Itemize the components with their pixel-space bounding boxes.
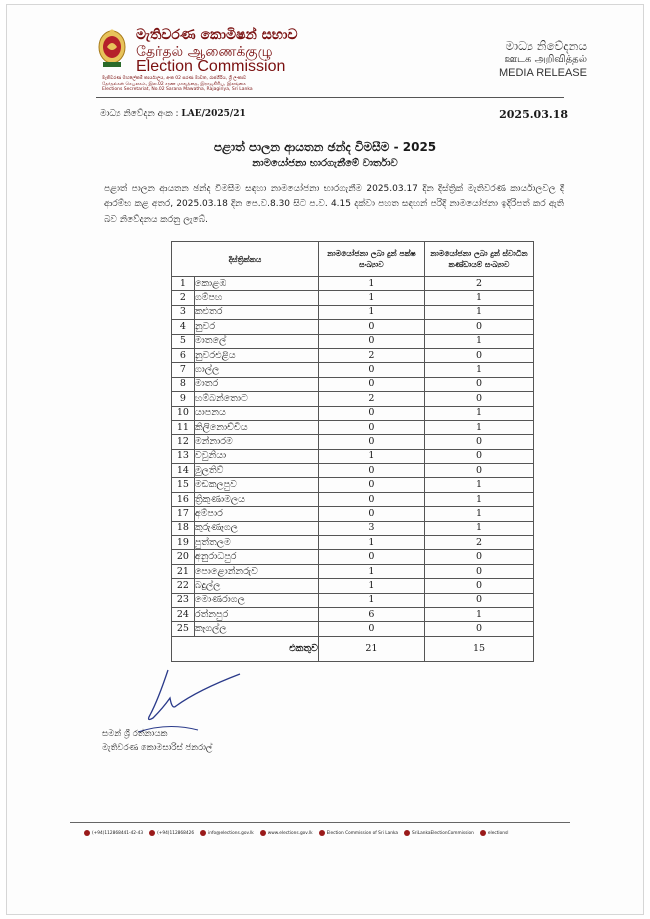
table-row bbox=[172, 550, 534, 564]
release-date: 2025.03.18 bbox=[499, 108, 568, 121]
table-row bbox=[172, 593, 534, 607]
row-district: කළුතර bbox=[194, 305, 318, 319]
row-district: මුලතිව් bbox=[194, 464, 318, 478]
row-independent: 1 bbox=[424, 363, 533, 377]
row-parties: 0 bbox=[318, 464, 424, 478]
row-district: අනුරාධපුර bbox=[194, 550, 318, 564]
footer-web[interactable] bbox=[260, 830, 313, 836]
table-row bbox=[172, 507, 534, 521]
row-parties: 0 bbox=[318, 550, 424, 564]
row-number: 22 bbox=[172, 579, 195, 593]
row-independent: 0 bbox=[424, 348, 533, 362]
fax-icon bbox=[149, 830, 155, 836]
table-row bbox=[172, 305, 534, 319]
row-parties: 0 bbox=[318, 377, 424, 391]
row-district: මාතලේ bbox=[194, 334, 318, 348]
row-independent: 2 bbox=[424, 277, 533, 291]
org-name-english: Election Commission bbox=[136, 58, 286, 75]
row-number: 24 bbox=[172, 607, 195, 621]
row-district: නුවරඑළිය bbox=[194, 348, 318, 362]
row-district: ගාල්ල bbox=[194, 363, 318, 377]
column-header-independent: නාමයෝජනා ලබා දුන් ස්වාධීන කණ්ඩායම් සංඛ්‍යාව bbox=[424, 242, 533, 277]
media-release-english: MEDIA RELEASE bbox=[498, 67, 587, 79]
row-number: 7 bbox=[172, 363, 195, 377]
total-label: එකතුව bbox=[172, 637, 319, 662]
row-parties: 1 bbox=[318, 277, 424, 291]
row-number: 5 bbox=[172, 334, 195, 348]
email-icon bbox=[200, 830, 206, 836]
row-parties: 0 bbox=[318, 334, 424, 348]
row-parties: 0 bbox=[318, 406, 424, 420]
row-independent: 1 bbox=[424, 607, 533, 621]
row-number: 8 bbox=[172, 377, 195, 391]
signer-name: සමන් ශ්‍රී රත්නායක bbox=[102, 729, 168, 739]
row-district: නුවර bbox=[194, 320, 318, 334]
row-independent: 0 bbox=[424, 579, 533, 593]
row-independent: 1 bbox=[424, 334, 533, 348]
row-parties: 0 bbox=[318, 363, 424, 377]
header-divider bbox=[96, 97, 564, 98]
footer-email[interactable] bbox=[200, 830, 254, 836]
row-parties: 0 bbox=[318, 320, 424, 334]
row-independent: 0 bbox=[424, 435, 533, 449]
row-district: කොළඹ bbox=[194, 277, 318, 291]
row-district: බදුල්ල bbox=[194, 579, 318, 593]
row-parties: 1 bbox=[318, 449, 424, 463]
row-district: කිලිනොච්චිය bbox=[194, 420, 318, 434]
row-number: 15 bbox=[172, 478, 195, 492]
row-number: 20 bbox=[172, 550, 195, 564]
row-district: මාතර bbox=[194, 377, 318, 391]
table-row bbox=[172, 334, 534, 348]
row-number: 16 bbox=[172, 492, 195, 506]
table-header-row bbox=[172, 242, 534, 277]
row-independent: 1 bbox=[424, 492, 533, 506]
row-parties: 1 bbox=[318, 536, 424, 550]
row-number: 23 bbox=[172, 593, 195, 607]
total-parties: 21 bbox=[318, 637, 424, 662]
row-parties: 1 bbox=[318, 593, 424, 607]
row-district: කෑගල්ල bbox=[194, 622, 318, 637]
table-row bbox=[172, 291, 534, 305]
reference-number bbox=[100, 109, 246, 119]
table-row bbox=[172, 406, 534, 420]
org-name-tamil: தேர்தல் ஆணைக்குழு bbox=[136, 44, 273, 60]
row-district: මන්නාරම bbox=[194, 435, 318, 449]
address-line-tamil: தேர்தல்கள் செயலகம், இல.02 சரண மாவத்தை, இராஜகிரிய, இலங்கை bbox=[102, 81, 247, 87]
address-line-english: Elections Secretariat, No.02 Sarana Mawatha, Rajagiriya, Sri Lanka bbox=[102, 87, 253, 93]
row-parties: 0 bbox=[318, 478, 424, 492]
row-independent: 0 bbox=[424, 392, 533, 406]
footer-youtube-text: Election Commission of Sri Lanka bbox=[326, 830, 399, 836]
table-row bbox=[172, 464, 534, 478]
org-address bbox=[102, 76, 322, 93]
row-number: 10 bbox=[172, 406, 195, 420]
row-number: 19 bbox=[172, 536, 195, 550]
footer-phone-text: (+94)112868441-42-43 bbox=[92, 830, 144, 836]
row-independent: 0 bbox=[424, 377, 533, 391]
row-district: රත්නපුර bbox=[194, 607, 318, 621]
row-parties: 3 bbox=[318, 521, 424, 535]
media-release-tamil: ஊடக அறிவித்தல் bbox=[504, 54, 587, 65]
footer-web-text: www.elections.gov.lk bbox=[267, 830, 313, 836]
column-header-district: දිස්ත්‍රික්කය bbox=[172, 242, 319, 277]
row-independent: 1 bbox=[424, 420, 533, 434]
row-parties: 0 bbox=[318, 435, 424, 449]
row-independent: 0 bbox=[424, 550, 533, 564]
row-parties: 0 bbox=[318, 492, 424, 506]
table-row bbox=[172, 521, 534, 535]
row-number: 2 bbox=[172, 291, 195, 305]
row-independent: 2 bbox=[424, 536, 533, 550]
row-independent: 0 bbox=[424, 320, 533, 334]
row-district: පුත්තලම bbox=[194, 536, 318, 550]
row-number: 9 bbox=[172, 392, 195, 406]
row-district: ත්‍රිකුණාමලය bbox=[194, 492, 318, 506]
row-district: යාපනය bbox=[194, 406, 318, 420]
footer-twitter[interactable] bbox=[480, 830, 509, 836]
row-independent: 0 bbox=[424, 564, 533, 578]
row-independent: 1 bbox=[424, 305, 533, 319]
row-parties: 1 bbox=[318, 291, 424, 305]
row-parties: 0 bbox=[318, 622, 424, 637]
footer-divider bbox=[70, 822, 570, 823]
footer-facebook[interactable] bbox=[404, 830, 474, 836]
table-total-row bbox=[172, 637, 534, 662]
reference-value: LAE/2025/21 bbox=[181, 109, 246, 119]
row-independent: 0 bbox=[424, 464, 533, 478]
row-number: 25 bbox=[172, 622, 195, 637]
table-row bbox=[172, 392, 534, 406]
row-parties: 0 bbox=[318, 420, 424, 434]
row-independent: 0 bbox=[424, 449, 533, 463]
row-parties: 1 bbox=[318, 579, 424, 593]
row-district: මොණරාගල bbox=[194, 593, 318, 607]
row-independent: 0 bbox=[424, 593, 533, 607]
row-district: හම්බන්තොට bbox=[194, 392, 318, 406]
facebook-icon bbox=[404, 830, 410, 836]
table-row bbox=[172, 449, 534, 463]
table-row bbox=[172, 622, 534, 637]
table-row bbox=[172, 579, 534, 593]
row-independent: 1 bbox=[424, 406, 533, 420]
row-number: 21 bbox=[172, 564, 195, 578]
footer-fax[interactable] bbox=[149, 830, 194, 836]
row-independent: 1 bbox=[424, 507, 533, 521]
table-row bbox=[172, 363, 534, 377]
web-icon bbox=[260, 830, 266, 836]
table-row bbox=[172, 435, 534, 449]
footer-email-text: info@elections.gov.lk bbox=[208, 830, 254, 836]
row-independent: 1 bbox=[424, 291, 533, 305]
table-row bbox=[172, 478, 534, 492]
row-parties: 2 bbox=[318, 392, 424, 406]
table-row bbox=[172, 377, 534, 391]
row-district: ගම්පහ bbox=[194, 291, 318, 305]
sri-lanka-emblem-icon bbox=[97, 29, 127, 69]
table-row bbox=[172, 564, 534, 578]
phone-icon bbox=[84, 830, 90, 836]
youtube-icon bbox=[319, 830, 325, 836]
row-number: 3 bbox=[172, 305, 195, 319]
table-row bbox=[172, 320, 534, 334]
table-row bbox=[172, 277, 534, 291]
footer-facebook-text: SriLankaElectionCommission bbox=[412, 830, 474, 836]
row-parties: 1 bbox=[318, 305, 424, 319]
twitter-icon bbox=[480, 830, 486, 836]
row-parties: 1 bbox=[318, 564, 424, 578]
reference-label: මාධ්‍ය නිවේදන අංක : bbox=[100, 109, 179, 119]
signer-title: මැතිවරණ කොමසාරිස් ජනරාල් bbox=[102, 743, 213, 753]
row-parties: 6 bbox=[318, 607, 424, 621]
row-parties: 2 bbox=[318, 348, 424, 362]
footer-youtube[interactable] bbox=[319, 830, 398, 836]
row-number: 11 bbox=[172, 420, 195, 434]
row-district: අම්පාර bbox=[194, 507, 318, 521]
nominations-table bbox=[171, 241, 534, 662]
row-number: 6 bbox=[172, 348, 195, 362]
row-number: 4 bbox=[172, 320, 195, 334]
signature-icon bbox=[128, 660, 258, 740]
row-district: කුරුණෑගල bbox=[194, 521, 318, 535]
footer-phone[interactable] bbox=[84, 830, 143, 836]
row-independent: 1 bbox=[424, 521, 533, 535]
address-line-sinhala: මැතිවරණ මහලේකම් කාර්යාලය, අංක 02 සරණ මාවත, රාජගිරිය, ශ්‍රී ලංකාව bbox=[102, 76, 247, 81]
column-header-parties: නාමයෝජනා ලබා දුන් පක්ෂ සංඛ්‍යාව bbox=[318, 242, 424, 277]
document-subtitle: නාමයෝජනා භාරගැනීමේ වාර්තාව bbox=[252, 158, 398, 169]
body-paragraph: පළාත් පාලන ආයතන ඡන්ද විමසීම සඳහා නාමයෝජනා භාරගැනීම 2025.03.17 දින දිස්ත්‍රික් මැතිවරණ කාර්යාලවල දී ආරම්භ කළ අතර, 2025.03.18 දින පෙ.ව.8.30 සිට ප.ව. 4.15 දක්වා පහත සඳහන් පරිදි නාමයෝජනා ඉදිරිපත් කර ඇති බව නිවේදනය කරනු ලැබේ. bbox=[104, 184, 564, 225]
row-number: 14 bbox=[172, 464, 195, 478]
total-independent: 15 bbox=[424, 637, 533, 662]
row-district: වවුනියා bbox=[194, 449, 318, 463]
table-row bbox=[172, 348, 534, 362]
org-name-sinhala: මැතිවරණ කොමිෂන් සභාව bbox=[136, 27, 298, 43]
row-number: 1 bbox=[172, 277, 195, 291]
row-independent: 1 bbox=[424, 478, 533, 492]
footer-fax-text: (+94)112868426 bbox=[157, 830, 195, 836]
row-number: 17 bbox=[172, 507, 195, 521]
table-row bbox=[172, 492, 534, 506]
document-title: පළාත් පාලන ආයතන ඡන්ද විමසීම - 2025 bbox=[213, 140, 437, 154]
table-row bbox=[172, 420, 534, 434]
row-parties: 0 bbox=[318, 507, 424, 521]
media-release-sinhala: මාධ්‍ය නිවේදනය bbox=[505, 39, 587, 53]
footer-twitter-text: electionsl bbox=[487, 830, 509, 836]
row-number: 13 bbox=[172, 449, 195, 463]
table-row bbox=[172, 536, 534, 550]
row-independent: 0 bbox=[424, 622, 533, 637]
row-number: 12 bbox=[172, 435, 195, 449]
row-district: පොළොන්නරුව bbox=[194, 564, 318, 578]
contact-footer bbox=[84, 830, 604, 836]
table-row bbox=[172, 607, 534, 621]
row-district: මඩකලපුව bbox=[194, 478, 318, 492]
row-number: 18 bbox=[172, 521, 195, 535]
